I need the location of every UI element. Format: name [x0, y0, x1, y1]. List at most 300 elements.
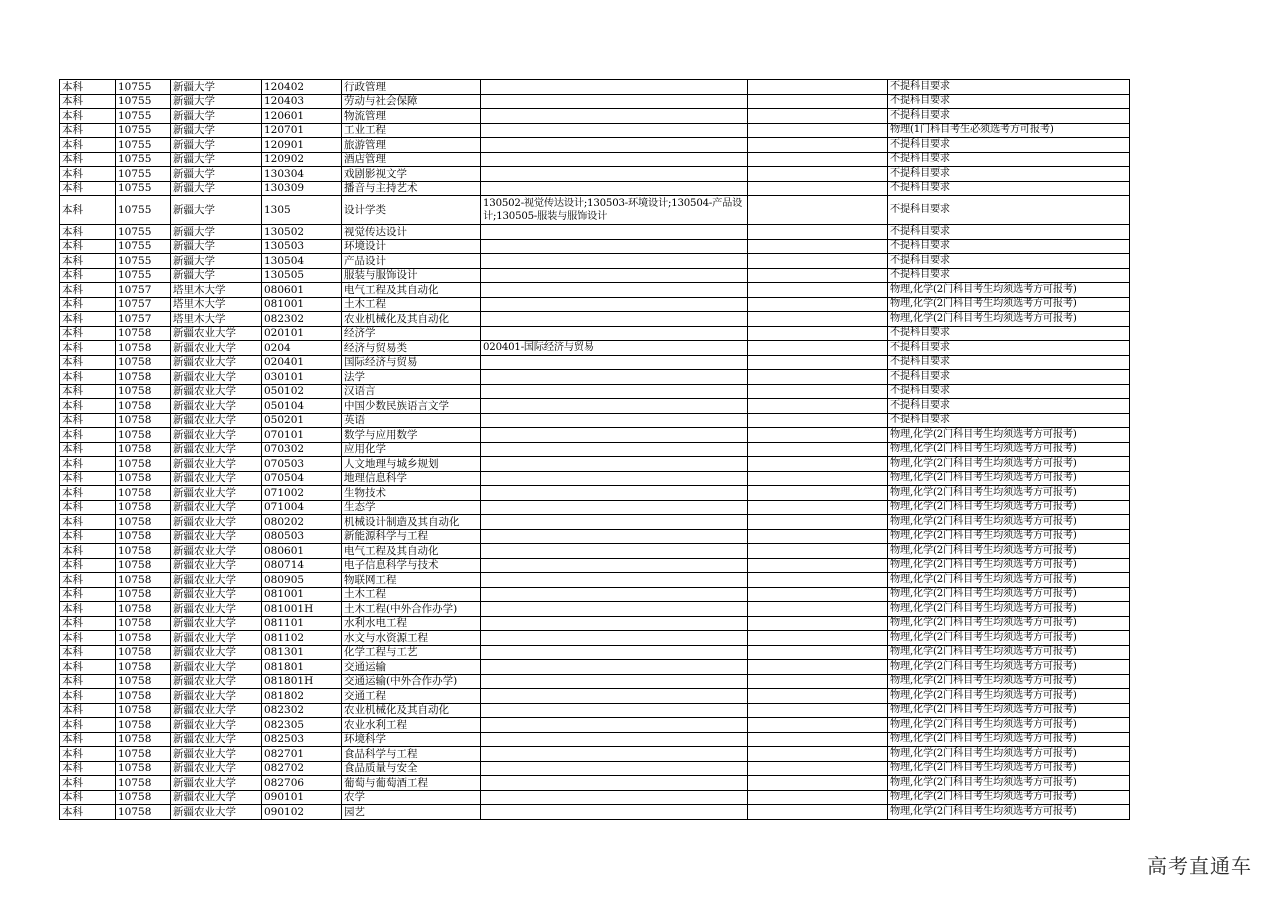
cell-level: 本科	[60, 413, 116, 428]
cell-sub-majors	[481, 515, 748, 530]
cell-school-name: 新疆农业大学	[171, 384, 262, 399]
cell-school-code: 10758	[116, 326, 171, 341]
cell-note	[748, 587, 888, 602]
cell-major-code: 081001	[262, 297, 342, 312]
cell-school-code: 10755	[116, 80, 171, 95]
cell-level: 本科	[60, 515, 116, 530]
cell-major-name: 电气工程及其自动化	[342, 283, 481, 298]
cell-major-code: 081301	[262, 645, 342, 660]
cell-level: 本科	[60, 254, 116, 269]
cell-note	[748, 152, 888, 167]
cell-school-code: 10757	[116, 297, 171, 312]
cell-school-code: 10757	[116, 283, 171, 298]
cell-level: 本科	[60, 660, 116, 675]
cell-school-name: 新疆农业大学	[171, 616, 262, 631]
cell-note	[748, 428, 888, 443]
cell-major-name: 化学工程与工艺	[342, 645, 481, 660]
cell-major-name: 土木工程	[342, 297, 481, 312]
cell-requirement: 物理,化学(2门科目考生均须选考方可报考)	[888, 529, 1130, 544]
cell-major-code: 050201	[262, 413, 342, 428]
cell-note	[748, 239, 888, 254]
cell-school-code: 10755	[116, 123, 171, 138]
cell-level: 本科	[60, 109, 116, 124]
cell-note	[748, 196, 888, 225]
table-row	[60, 268, 1130, 283]
cell-note	[748, 457, 888, 472]
table-row	[60, 573, 1130, 588]
cell-level: 本科	[60, 312, 116, 327]
cell-major-code: 080714	[262, 558, 342, 573]
cell-sub-majors	[481, 645, 748, 660]
cell-major-code: 081802	[262, 689, 342, 704]
table-row	[60, 326, 1130, 341]
cell-sub-majors	[481, 573, 748, 588]
table-row	[60, 138, 1130, 153]
cell-level: 本科	[60, 761, 116, 776]
table-row	[60, 312, 1130, 327]
cell-note	[748, 732, 888, 747]
cell-sub-majors	[481, 123, 748, 138]
cell-requirement: 物理,化学(2门科目考生均须选考方可报考)	[888, 442, 1130, 457]
cell-school-name: 新疆农业大学	[171, 500, 262, 515]
cell-school-name: 新疆农业大学	[171, 747, 262, 762]
cell-school-name: 塔里木大学	[171, 312, 262, 327]
cell-level: 本科	[60, 703, 116, 718]
table-row	[60, 587, 1130, 602]
cell-school-name: 新疆农业大学	[171, 558, 262, 573]
cell-school-code: 10758	[116, 703, 171, 718]
cell-major-name: 交通运输(中外合作办学)	[342, 674, 481, 689]
cell-level: 本科	[60, 355, 116, 370]
cell-note	[748, 370, 888, 385]
cell-level: 本科	[60, 225, 116, 240]
table-row	[60, 254, 1130, 269]
cell-school-name: 新疆农业大学	[171, 544, 262, 559]
cell-school-code: 10758	[116, 645, 171, 660]
cell-sub-majors	[481, 776, 748, 791]
cell-major-name: 物联网工程	[342, 573, 481, 588]
cell-requirement: 物理,化学(2门科目考生均须选考方可报考)	[888, 297, 1130, 312]
cell-major-name: 电子信息科学与技术	[342, 558, 481, 573]
cell-major-code: 081102	[262, 631, 342, 646]
cell-major-code: 070503	[262, 457, 342, 472]
cell-school-name: 新疆农业大学	[171, 790, 262, 805]
cell-requirement: 物理,化学(2门科目考生均须选考方可报考)	[888, 703, 1130, 718]
cell-sub-majors	[481, 254, 748, 269]
cell-school-name: 新疆大学	[171, 80, 262, 95]
cell-major-code: 082706	[262, 776, 342, 791]
cell-major-name: 环境设计	[342, 239, 481, 254]
cell-sub-majors	[481, 80, 748, 95]
cell-major-code: 080202	[262, 515, 342, 530]
cell-level: 本科	[60, 486, 116, 501]
cell-level: 本科	[60, 500, 116, 515]
cell-school-name: 新疆农业大学	[171, 703, 262, 718]
cell-note	[748, 776, 888, 791]
cell-requirement: 不提科目要求	[888, 384, 1130, 399]
cell-sub-majors	[481, 689, 748, 704]
table-row	[60, 457, 1130, 472]
cell-sub-majors	[481, 109, 748, 124]
cell-school-name: 新疆大学	[171, 109, 262, 124]
cell-school-code: 10758	[116, 747, 171, 762]
cell-requirement: 物理,化学(2门科目考生均须选考方可报考)	[888, 602, 1130, 617]
cell-note	[748, 283, 888, 298]
cell-major-code: 081801	[262, 660, 342, 675]
table-row	[60, 674, 1130, 689]
cell-school-name: 新疆农业大学	[171, 442, 262, 457]
cell-sub-majors	[481, 268, 748, 283]
cell-school-name: 新疆大学	[171, 225, 262, 240]
cell-level: 本科	[60, 341, 116, 356]
cell-sub-majors	[481, 239, 748, 254]
cell-note	[748, 645, 888, 660]
cell-sub-majors	[481, 138, 748, 153]
cell-major-code: 130309	[262, 181, 342, 196]
cell-note	[748, 544, 888, 559]
cell-note	[748, 167, 888, 182]
cell-level: 本科	[60, 587, 116, 602]
cell-note	[748, 558, 888, 573]
cell-level: 本科	[60, 674, 116, 689]
cell-school-code: 10755	[116, 138, 171, 153]
cell-sub-majors	[481, 718, 748, 733]
cell-sub-majors	[481, 790, 748, 805]
cell-sub-majors	[481, 674, 748, 689]
cell-major-code: 081101	[262, 616, 342, 631]
cell-school-name: 新疆农业大学	[171, 776, 262, 791]
cell-school-name: 新疆农业大学	[171, 515, 262, 530]
cell-sub-majors	[481, 471, 748, 486]
table-row	[60, 123, 1130, 138]
table-row	[60, 558, 1130, 573]
cell-school-name: 新疆农业大学	[171, 529, 262, 544]
cell-major-code: 090102	[262, 805, 342, 820]
cell-level: 本科	[60, 384, 116, 399]
cell-note	[748, 689, 888, 704]
cell-major-code: 030101	[262, 370, 342, 385]
cell-sub-majors	[481, 428, 748, 443]
cell-school-code: 10758	[116, 384, 171, 399]
cell-note	[748, 761, 888, 776]
cell-major-code: 082302	[262, 312, 342, 327]
cell-school-name: 新疆农业大学	[171, 486, 262, 501]
table-row	[60, 442, 1130, 457]
cell-major-code: 130505	[262, 268, 342, 283]
cell-school-code: 10758	[116, 442, 171, 457]
cell-requirement: 不提科目要求	[888, 94, 1130, 109]
cell-level: 本科	[60, 442, 116, 457]
cell-requirement: 物理,化学(2门科目考生均须选考方可报考)	[888, 805, 1130, 820]
table-row	[60, 225, 1130, 240]
table-row	[60, 283, 1130, 298]
table-row	[60, 747, 1130, 762]
cell-major-name: 行政管理	[342, 80, 481, 95]
cell-note	[748, 602, 888, 617]
cell-school-name: 新疆农业大学	[171, 370, 262, 385]
table-row	[60, 297, 1130, 312]
cell-school-code: 10758	[116, 631, 171, 646]
cell-sub-majors	[481, 370, 748, 385]
cell-requirement: 不提科目要求	[888, 181, 1130, 196]
cell-sub-majors	[481, 399, 748, 414]
cell-major-name: 地理信息科学	[342, 471, 481, 486]
cell-note	[748, 515, 888, 530]
cell-school-code: 10758	[116, 370, 171, 385]
cell-sub-majors	[481, 297, 748, 312]
cell-major-name: 应用化学	[342, 442, 481, 457]
cell-requirement: 物理,化学(2门科目考生均须选考方可报考)	[888, 718, 1130, 733]
table-row	[60, 428, 1130, 443]
cell-major-code: 081001	[262, 587, 342, 602]
cell-level: 本科	[60, 123, 116, 138]
cell-requirement: 物理,化学(2门科目考生均须选考方可报考)	[888, 558, 1130, 573]
cell-school-code: 10757	[116, 312, 171, 327]
cell-school-name: 新疆农业大学	[171, 413, 262, 428]
cell-sub-majors	[481, 355, 748, 370]
table-row	[60, 689, 1130, 704]
cell-school-name: 新疆农业大学	[171, 573, 262, 588]
cell-level: 本科	[60, 631, 116, 646]
cell-major-code: 130502	[262, 225, 342, 240]
cell-requirement: 物理,化学(2门科目考生均须选考方可报考)	[888, 573, 1130, 588]
cell-requirement: 物理,化学(2门科目考生均须选考方可报考)	[888, 790, 1130, 805]
cell-level: 本科	[60, 138, 116, 153]
cell-major-name: 电气工程及其自动化	[342, 544, 481, 559]
cell-requirement: 物理,化学(2门科目考生均须选考方可报考)	[888, 689, 1130, 704]
cell-school-code: 10758	[116, 805, 171, 820]
table-row	[60, 109, 1130, 124]
cell-note	[748, 399, 888, 414]
table-row	[60, 486, 1130, 501]
cell-school-code: 10758	[116, 471, 171, 486]
cell-sub-majors	[481, 747, 748, 762]
cell-school-code: 10758	[116, 515, 171, 530]
cell-school-code: 10758	[116, 761, 171, 776]
cell-school-code: 10758	[116, 790, 171, 805]
table-row	[60, 805, 1130, 820]
cell-requirement: 物理,化学(2门科目考生均须选考方可报考)	[888, 732, 1130, 747]
requirements-table	[59, 79, 1130, 820]
cell-sub-majors: 020401-国际经济与贸易	[481, 341, 748, 356]
cell-major-name: 环境科学	[342, 732, 481, 747]
cell-major-name: 物流管理	[342, 109, 481, 124]
cell-major-name: 劳动与社会保障	[342, 94, 481, 109]
cell-note	[748, 355, 888, 370]
cell-school-code: 10755	[116, 268, 171, 283]
cell-school-name: 新疆大学	[171, 94, 262, 109]
table-row	[60, 500, 1130, 515]
cell-note	[748, 674, 888, 689]
cell-note	[748, 660, 888, 675]
cell-level: 本科	[60, 297, 116, 312]
table-row	[60, 413, 1130, 428]
cell-school-name: 新疆农业大学	[171, 718, 262, 733]
cell-sub-majors	[481, 283, 748, 298]
cell-requirement: 物理,化学(2门科目考生均须选考方可报考)	[888, 587, 1130, 602]
cell-level: 本科	[60, 718, 116, 733]
cell-major-name: 播音与主持艺术	[342, 181, 481, 196]
cell-requirement: 物理,化学(2门科目考生均须选考方可报考)	[888, 486, 1130, 501]
cell-level: 本科	[60, 428, 116, 443]
cell-requirement: 不提科目要求	[888, 239, 1130, 254]
cell-level: 本科	[60, 529, 116, 544]
cell-school-name: 新疆农业大学	[171, 471, 262, 486]
cell-major-code: 050102	[262, 384, 342, 399]
cell-major-name: 食品质量与安全	[342, 761, 481, 776]
cell-major-name: 工业工程	[342, 123, 481, 138]
cell-level: 本科	[60, 283, 116, 298]
cell-note	[748, 341, 888, 356]
cell-major-code: 071002	[262, 486, 342, 501]
cell-school-code: 10758	[116, 558, 171, 573]
cell-major-name: 水文与水资源工程	[342, 631, 481, 646]
cell-level: 本科	[60, 80, 116, 95]
cell-sub-majors	[481, 312, 748, 327]
table-row	[60, 718, 1130, 733]
cell-level: 本科	[60, 152, 116, 167]
table-row	[60, 529, 1130, 544]
cell-level: 本科	[60, 457, 116, 472]
cell-school-code: 10758	[116, 500, 171, 515]
cell-major-code: 130503	[262, 239, 342, 254]
cell-requirement: 物理,化学(2门科目考生均须选考方可报考)	[888, 747, 1130, 762]
cell-note	[748, 80, 888, 95]
cell-school-name: 新疆大学	[171, 254, 262, 269]
cell-requirement: 不提科目要求	[888, 254, 1130, 269]
cell-sub-majors: 130502-视觉传达设计;130503-环境设计;130504-产品设计;130505-服装与服饰设计	[481, 196, 748, 225]
table-row	[60, 761, 1130, 776]
cell-requirement: 不提科目要求	[888, 109, 1130, 124]
cell-requirement: 不提科目要求	[888, 152, 1130, 167]
cell-note	[748, 573, 888, 588]
cell-school-name: 新疆农业大学	[171, 645, 262, 660]
table-row	[60, 167, 1130, 182]
cell-school-code: 10758	[116, 486, 171, 501]
cell-level: 本科	[60, 558, 116, 573]
cell-major-code: 050104	[262, 399, 342, 414]
cell-sub-majors	[481, 457, 748, 472]
cell-major-name: 生物技术	[342, 486, 481, 501]
cell-major-name: 旅游管理	[342, 138, 481, 153]
cell-level: 本科	[60, 790, 116, 805]
cell-school-code: 10755	[116, 181, 171, 196]
cell-sub-majors	[481, 152, 748, 167]
cell-note	[748, 500, 888, 515]
cell-major-name: 产品设计	[342, 254, 481, 269]
table-body	[60, 80, 1130, 820]
cell-major-code: 120902	[262, 152, 342, 167]
cell-major-code: 082503	[262, 732, 342, 747]
table-row	[60, 660, 1130, 675]
cell-sub-majors	[481, 544, 748, 559]
cell-sub-majors	[481, 660, 748, 675]
cell-major-code: 081001H	[262, 602, 342, 617]
cell-requirement: 物理,化学(2门科目考生均须选考方可报考)	[888, 645, 1130, 660]
cell-sub-majors	[481, 167, 748, 182]
cell-school-name: 新疆大学	[171, 123, 262, 138]
cell-level: 本科	[60, 573, 116, 588]
cell-requirement: 不提科目要求	[888, 399, 1130, 414]
cell-school-code: 10755	[116, 167, 171, 182]
table-row	[60, 399, 1130, 414]
table-row	[60, 515, 1130, 530]
cell-note	[748, 138, 888, 153]
cell-major-code: 130504	[262, 254, 342, 269]
cell-school-name: 新疆农业大学	[171, 341, 262, 356]
cell-sub-majors	[481, 486, 748, 501]
cell-school-code: 10758	[116, 776, 171, 791]
cell-school-code: 10755	[116, 109, 171, 124]
table-row	[60, 631, 1130, 646]
table-row	[60, 341, 1130, 356]
table-row	[60, 776, 1130, 791]
cell-sub-majors	[481, 602, 748, 617]
cell-school-code: 10758	[116, 660, 171, 675]
cell-major-code: 0204	[262, 341, 342, 356]
cell-major-name: 园艺	[342, 805, 481, 820]
cell-major-name: 土木工程	[342, 587, 481, 602]
table-row	[60, 616, 1130, 631]
table-row	[60, 355, 1130, 370]
cell-major-name: 农业水利工程	[342, 718, 481, 733]
cell-note	[748, 384, 888, 399]
cell-note	[748, 747, 888, 762]
cell-school-code: 10758	[116, 428, 171, 443]
cell-level: 本科	[60, 544, 116, 559]
cell-school-name: 新疆大学	[171, 167, 262, 182]
cell-major-code: 120402	[262, 80, 342, 95]
cell-level: 本科	[60, 181, 116, 196]
cell-level: 本科	[60, 167, 116, 182]
cell-level: 本科	[60, 732, 116, 747]
cell-requirement: 物理,化学(2门科目考生均须选考方可报考)	[888, 674, 1130, 689]
cell-school-code: 10758	[116, 587, 171, 602]
table-row	[60, 94, 1130, 109]
cell-major-name: 交通运输	[342, 660, 481, 675]
cell-note	[748, 413, 888, 428]
cell-requirement: 物理,化学(2门科目考生均须选考方可报考)	[888, 312, 1130, 327]
table-row	[60, 384, 1130, 399]
cell-sub-majors	[481, 631, 748, 646]
cell-requirement: 不提科目要求	[888, 196, 1130, 225]
cell-major-name: 经济学	[342, 326, 481, 341]
cell-major-code: 080601	[262, 283, 342, 298]
cell-level: 本科	[60, 747, 116, 762]
table-row	[60, 790, 1130, 805]
cell-sub-majors	[481, 529, 748, 544]
cell-note	[748, 631, 888, 646]
cell-school-name: 新疆大学	[171, 268, 262, 283]
cell-major-code: 080503	[262, 529, 342, 544]
cell-requirement: 不提科目要求	[888, 268, 1130, 283]
table-row	[60, 471, 1130, 486]
cell-major-name: 设计学类	[342, 196, 481, 225]
cell-school-code: 10758	[116, 399, 171, 414]
cell-major-name: 人文地理与城乡规划	[342, 457, 481, 472]
cell-requirement: 物理,化学(2门科目考生均须选考方可报考)	[888, 631, 1130, 646]
cell-school-name: 新疆农业大学	[171, 631, 262, 646]
cell-requirement: 物理,化学(2门科目考生均须选考方可报考)	[888, 616, 1130, 631]
cell-requirement: 不提科目要求	[888, 355, 1130, 370]
table-row	[60, 544, 1130, 559]
cell-requirement: 物理,化学(2门科目考生均须选考方可报考)	[888, 500, 1130, 515]
cell-major-code: 1305	[262, 196, 342, 225]
cell-school-code: 10755	[116, 94, 171, 109]
cell-major-name: 农业机械化及其自动化	[342, 312, 481, 327]
cell-sub-majors	[481, 761, 748, 776]
cell-major-name: 中国少数民族语言文学	[342, 399, 481, 414]
